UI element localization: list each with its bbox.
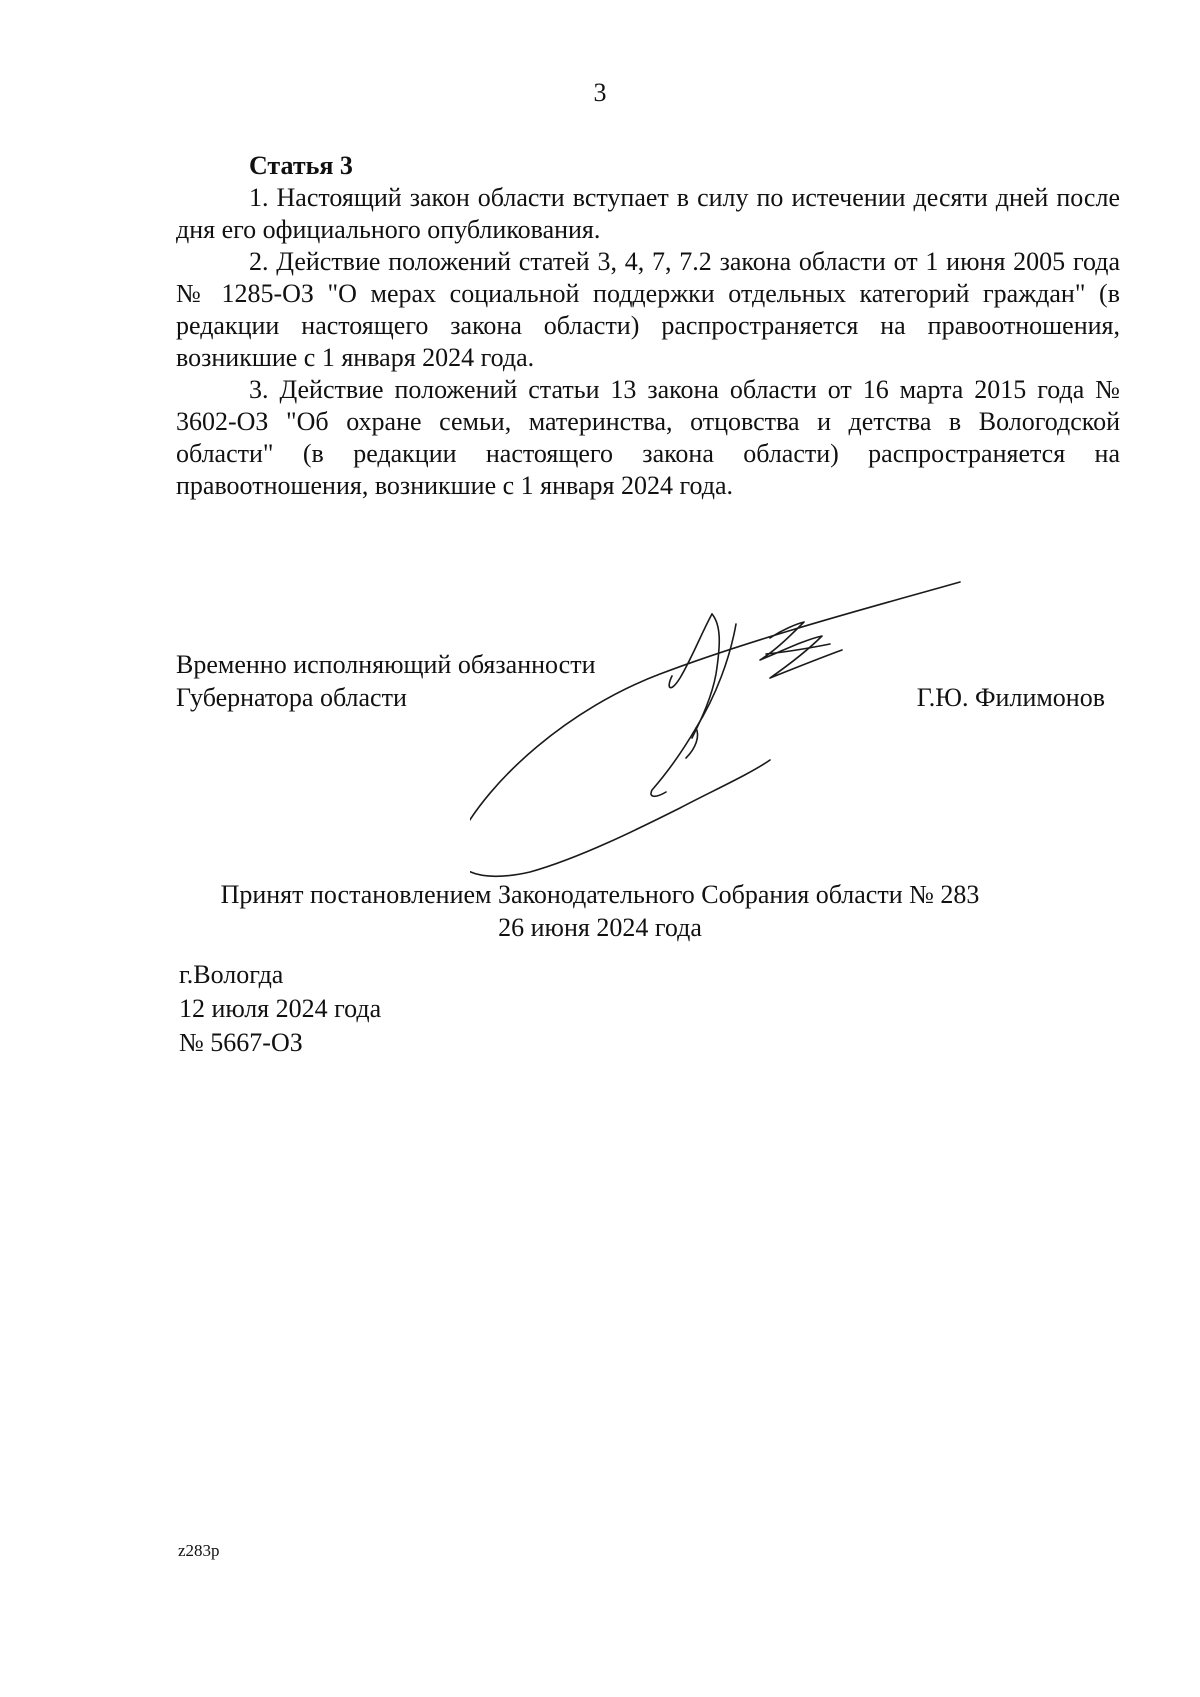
signer-name: Г.Ю. Филимонов — [916, 683, 1105, 712]
signer-title-line1: Временно исполняющий обязанности — [176, 650, 596, 679]
article-section — [176, 150, 1120, 502]
article-clause-1: 1. Настоящий закон области вступает в силу по истечении десяти дней после дня его официального опубликования. — [176, 183, 1120, 244]
article-clause-3: 3. Действие положений статьи 13 закона области от 16 марта 2015 года № 3602-ОЗ "Об охране семьи, материнства, отцовства и детства в Вологодской области" (в редакции настоящего закона области) распространяется на правоотношения, возникшие с 1 января 2024 года. — [176, 375, 1120, 500]
signature-block — [176, 648, 1120, 714]
article-heading: Статья 3 — [249, 151, 353, 180]
adoption-line: Принят постановлением Законодательного Собрания области № 283 — [220, 880, 980, 909]
article-clause-2: 2. Действие положений статей 3, 4, 7, 7.2 закона области от 1 июня 2005 года № 1285-ОЗ "О мерах социальной поддержки отдельных категорий граждан" (в редакции настоящего закона области) распространяется на правоотношения, возникшие с 1 января 2024 года. — [176, 247, 1120, 372]
page-number: 3 — [593, 78, 607, 107]
adoption-statement — [0, 878, 1200, 944]
signer-title-line2: Губернатора области — [176, 683, 407, 712]
handwritten-signature — [470, 578, 1020, 888]
place-date-block — [179, 958, 381, 1060]
signing-date: 12 июля 2024 года — [179, 994, 382, 1023]
city: г.Вологда — [179, 960, 284, 989]
law-number: № 5667-ОЗ — [179, 1028, 303, 1057]
adoption-date: 26 июня 2024 года — [498, 913, 702, 942]
document-code: z283p — [178, 1541, 220, 1560]
